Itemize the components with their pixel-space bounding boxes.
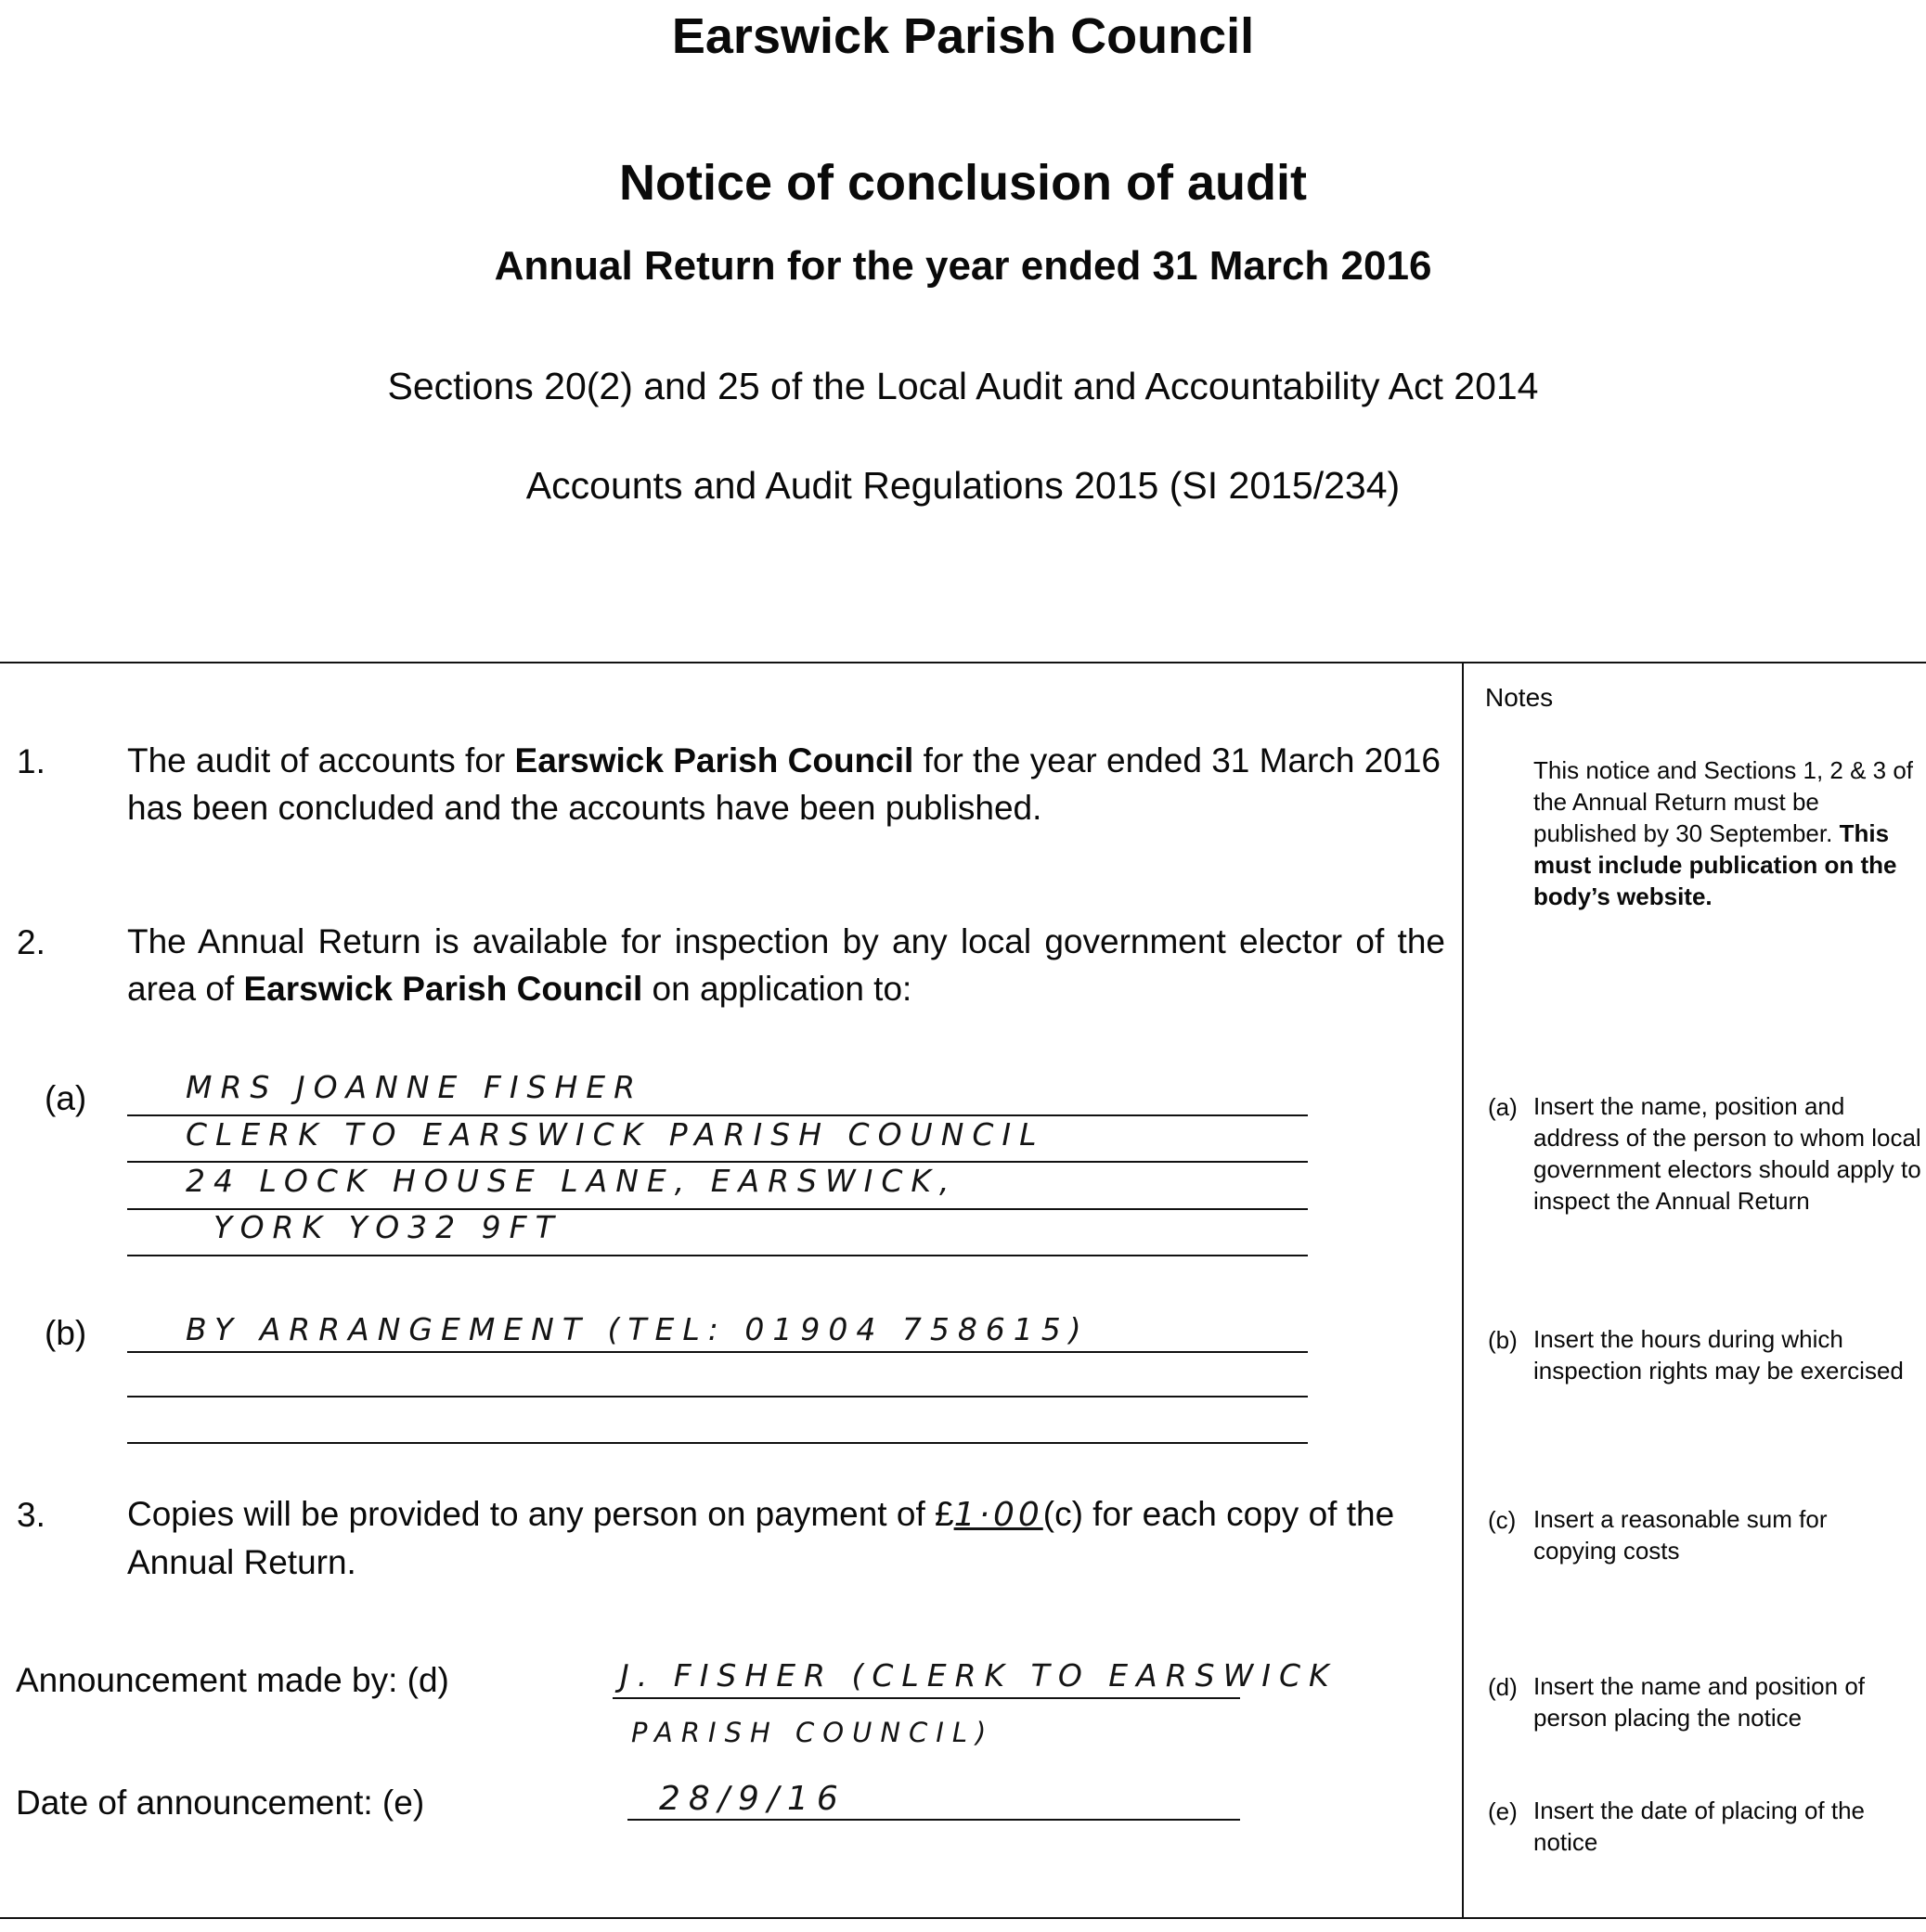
notes-intro: This notice and Sections 1, 2 & 3 of the Annual Return must be published by 30 September. This must include publication on the body’s website. bbox=[1533, 756, 1914, 910]
notes-heading: Notes bbox=[1485, 683, 1554, 712]
notice-heading: Notice of conclusion of audit bbox=[619, 155, 1307, 211]
fill-line bbox=[127, 1255, 1308, 1256]
item-2-number: 2. bbox=[17, 923, 45, 961]
note-e-tag: (e) bbox=[1488, 1797, 1518, 1825]
regulations-line: Accounts and Audit Regulations 2015 (SI 2015/234) bbox=[525, 464, 1401, 507]
item-1-number: 1. bbox=[17, 742, 45, 780]
item-3-number: 3. bbox=[17, 1496, 45, 1534]
fill-line bbox=[627, 1819, 1240, 1821]
handwritten-copy-fee: 1·00 bbox=[953, 1496, 1043, 1534]
fill-line bbox=[127, 1396, 1308, 1397]
handwritten-position: CLERK TO EARSWICK PARISH COUNCIL bbox=[186, 1116, 1045, 1153]
fill-line bbox=[127, 1351, 1308, 1353]
date-label: Date of announcement: (e) bbox=[16, 1784, 425, 1822]
table-bottom-rule bbox=[0, 1917, 1926, 1919]
handwritten-announcer: J. FISHER (CLERK TO EARSWICK bbox=[620, 1657, 1338, 1694]
item-1-text: The audit of accounts for Earswick Parish Council for the year ended 31 March 2016 has been concluded and the accounts have been published. bbox=[127, 741, 1441, 827]
notes-column-divider bbox=[1462, 662, 1464, 1919]
handwritten-name: MRS JOANNE FISHER bbox=[186, 1069, 644, 1105]
note-e-text: Insert the date of placing of the notice bbox=[1533, 1797, 1866, 1856]
note-d-text: Insert the name and position of person placing the notice bbox=[1533, 1672, 1866, 1732]
council-name: Earswick Parish Council bbox=[514, 741, 914, 779]
announcement-label: Announcement made by: (d) bbox=[16, 1661, 449, 1699]
note-b-text: Insert the hours during which inspection rights may be exercised bbox=[1533, 1325, 1904, 1385]
note-c-tag: (c) bbox=[1488, 1506, 1517, 1534]
annual-return-heading: Annual Return for the year ended 31 March 2016 bbox=[494, 243, 1432, 289]
handwritten-address-line-1: 24 LOCK HOUSE LANE, EARSWICK, bbox=[186, 1163, 958, 1199]
fill-line bbox=[613, 1697, 1240, 1699]
handwritten-announcer-continued: PARISH COUNCIL) bbox=[631, 1717, 995, 1748]
council-title: Earswick Parish Council bbox=[671, 8, 1255, 64]
note-a-text: Insert the name, position and address of the person to whom local government electors should apply to inspect the Annual Return bbox=[1533, 1092, 1921, 1215]
item-3-text: Copies will be provided to any person on payment of £1·00(c) for each copy of the Annual Return. bbox=[127, 1495, 1395, 1581]
handwritten-hours: BY ARRANGEMENT (TEL: 01904 758615) bbox=[186, 1311, 1090, 1347]
item-b-label: (b) bbox=[45, 1314, 87, 1352]
note-b-tag: (b) bbox=[1488, 1326, 1518, 1354]
fill-line bbox=[127, 1442, 1308, 1444]
item-2-text: The Annual Return is available for inspection by any local government elector of the area of Earswick Parish Council on application to: bbox=[127, 922, 1445, 1008]
table-top-rule bbox=[0, 662, 1926, 663]
legislation-sections-line: Sections 20(2) and 25 of the Local Audit and Accountability Act 2014 bbox=[387, 365, 1539, 407]
note-d-tag: (d) bbox=[1488, 1673, 1518, 1701]
note-c-text: Insert a reasonable sum for copying costs bbox=[1533, 1505, 1828, 1565]
council-name: Earswick Parish Council bbox=[243, 970, 643, 1008]
item-a-label: (a) bbox=[45, 1079, 87, 1117]
notes-intro-bold: This must include publication on the body’s website. bbox=[1533, 819, 1897, 910]
note-a-tag: (a) bbox=[1488, 1093, 1518, 1121]
handwritten-address-line-2: YORK YO32 9FT bbox=[213, 1209, 562, 1245]
handwritten-date: 28/9/16 bbox=[659, 1780, 847, 1818]
